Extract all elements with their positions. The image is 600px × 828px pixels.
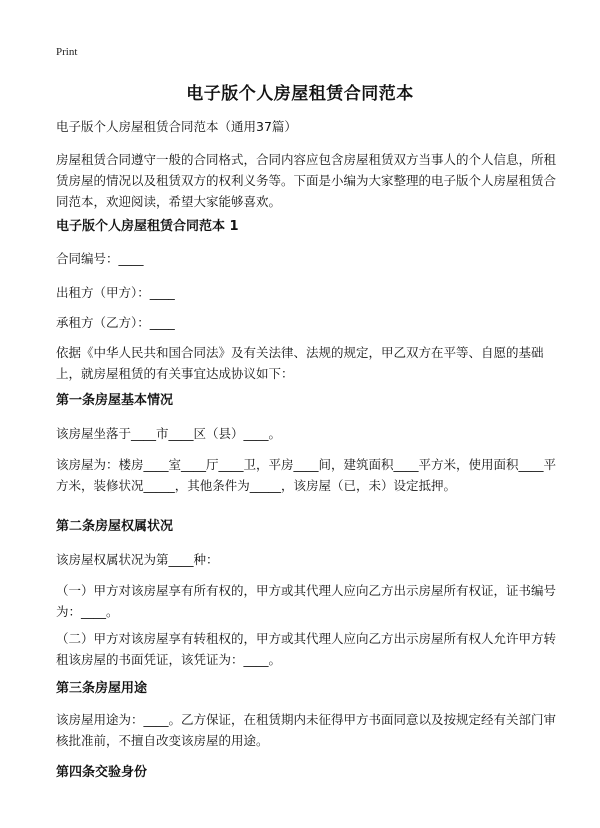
article-1-details: 该房屋为：楼房____室____厅____卫，平房____间，建筑面积____平方米，使用面积____平方米，装修状况_____，其他条件为_____，该房屋（已，未）设定抵押。 [56, 457, 557, 493]
preamble-paragraph: 依据《中华人民共和国合同法》及有关法律、法规的规定，甲乙双方在平等、自愿的基础上，就房屋租赁的有关事宜达成协议如下： [56, 345, 544, 381]
article-2-status: 该房屋权属状况为第____种： [56, 552, 219, 567]
document-subtitle: 电子版个人房屋租赁合同范本（通用37篇） [56, 119, 297, 134]
article-1-location: 该房屋坐落于____市____区（县）____。 [56, 426, 282, 441]
article-2-heading: 第二条房屋权属状况 [56, 519, 174, 534]
print-link[interactable]: Print [56, 46, 78, 58]
intro-paragraph: 房屋租赁合同遵守一般的合同格式，合同内容应包含房屋租赁双方当事人的个人信息，所租赁房屋的情况以及租赁双方的权利义务等。下面是小编为大家整理的电子版个人房屋租赁合同范本，欢迎阅读，希望大家能够喜欢。 [56, 152, 557, 209]
document-title: 电子版个人房屋租赁合同范本 [186, 84, 414, 104]
contract-number-field: 合同编号：____ [56, 251, 144, 266]
article-3-heading: 第三条房屋用途 [56, 681, 148, 696]
article-2-ownership: （一）甲方对该房屋享有所有权的，甲方或其代理人应向乙方出示房屋所有权证，证书编号为：____。 [56, 583, 557, 619]
article-2-sublease: （二）甲方对该房屋享有转租权的，甲方或其代理人应向乙方出示房屋所有权人允许甲方转租该房屋的书面凭证，该凭证为：____。 [56, 631, 557, 667]
lessee-field: 承租方（乙方）：____ [56, 315, 175, 330]
lessor-field: 出租方（甲方）：____ [56, 285, 175, 300]
article-1-heading: 第一条房屋基本情况 [56, 393, 174, 408]
article-3-usage: 该房屋用途为：____。乙方保证，在租赁期内未征得甲方书面同意以及按规定经有关部门审核批准前，不擅自改变该房屋的用途。 [56, 712, 557, 748]
article-4-heading: 第四条交验身份 [56, 765, 148, 780]
section-heading-1: 电子版个人房屋租赁合同范本 1 [56, 219, 239, 234]
